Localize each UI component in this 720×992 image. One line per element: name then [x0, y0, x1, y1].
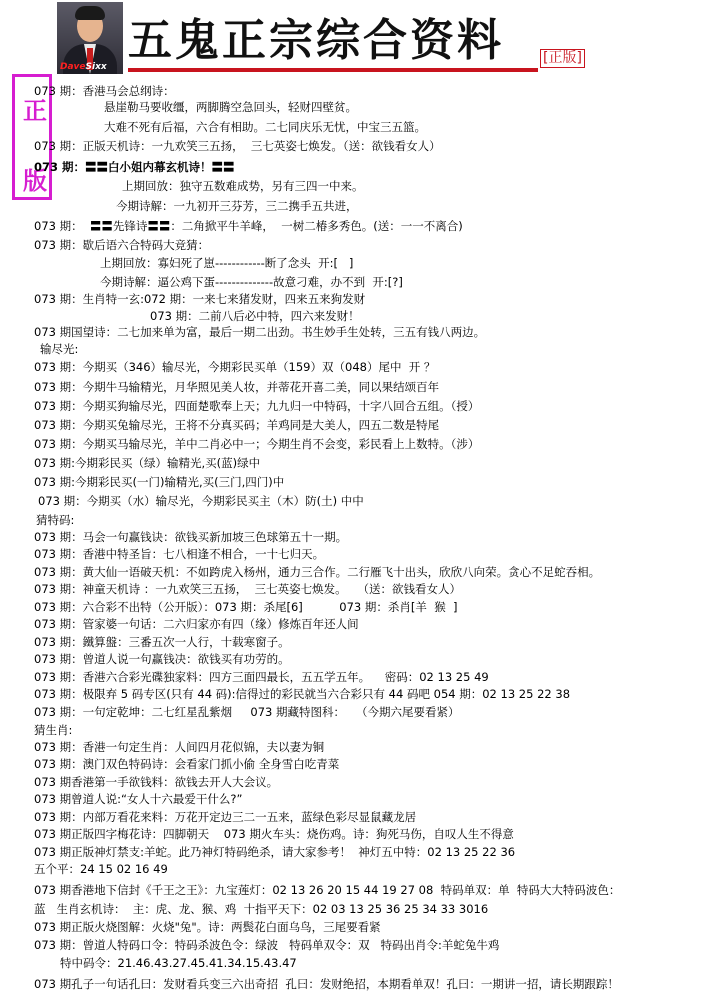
text-line: 073 期曾道人说:“女人十六最爱干什么?”: [34, 792, 243, 806]
stamp-char-2: 版: [23, 166, 47, 195]
text-line: 073 期：香港六合彩光碟独家料：四方三面四最长，五五学五年。 密码：02 13 25 49: [34, 670, 489, 684]
text-line: 上期回放：独守五数难成势，另有三四一中来。: [122, 179, 364, 193]
text-line: 073 期：今期买（346）输尽光，今期彩民买单（159）双（048）尾中 开 ？: [34, 360, 436, 374]
text-line: 073 期：香港马会总纲诗：: [34, 84, 175, 98]
text-line: 073 期：今期买（水）输尽光，今期彩民买主（木）防(土) 中中: [38, 494, 364, 508]
text-line: 073 期：香港中特圣旨：七八相逢不相合，一十七归天。: [34, 547, 325, 561]
text-line: 今期诗解：逼公鸡下蛋--------------故意刁难，办不到 开:[?]: [100, 275, 403, 289]
text-line: 073 期正版神灯禁支:羊蛇。此乃神灯特码绝杀，请大家参考！ 神灯五中特：02 13 25 22 36: [34, 845, 516, 859]
text-line: 073 期：内部万看花来料：万花开定边三二一五来，蓝绿色彩尽显鼠藏龙居: [34, 810, 417, 824]
text-line: 073 期：极限弃 5 码专区(只有 44 码):信得过的彩民就当六合彩只有 44 码吧 054 期：02 13 25 22 38: [34, 687, 571, 701]
text-line: 悬崖勒马要收缰，两脚腾空急回头，轻财四壁贫。: [104, 100, 357, 114]
text-line: 073 期：今期买马输尽光，羊中二肖必中一；今期生肖不会变，彩民看上上数特。（涉）: [34, 437, 480, 451]
text-line: 073 期孔子一句话孔曰：发财看兵变三六出奇招 孔曰：发财绝招，本期看单双！孔曰：一期讲一招，请长期跟踪！: [34, 977, 619, 991]
section-heading: 猜生肖:: [34, 723, 73, 737]
edition-badge: [正版]: [540, 49, 585, 68]
text-line: 073 期：黄大仙一语破天机：不如跨虎入杨州，通力三合作。二行雁飞十出头，欣欣八向荣。贪心不足蛇吞相。: [34, 565, 601, 579]
text-line: 073 期正版四字梅花诗：四脚朝天 073 期火车头：烧伤鸡。诗：狗死马伤，自叹人生不得意: [34, 827, 514, 841]
text-line: 073 期：澳门双色特码诗：会看家门抓小偷 全身雪白吃青菜: [34, 757, 340, 771]
site-logo: DaveSixx: [60, 62, 107, 72]
text-line: 073 期：正版天机诗：一九欢笑三五扬， 三七英姿七焕发。（送：欲钱看女人）: [34, 139, 441, 153]
text-line: 073 期香港第一手欲钱料：欲钱去开人大会议。: [34, 775, 279, 789]
text-line: 073 期：歇后语六合特码大竞猜：: [34, 238, 210, 252]
text-line: 073 期:今期彩民买（绿）输精光,买(蓝)绿中: [34, 456, 261, 470]
text-line: 073 期：神童天机诗 ：一九欢笑三五扬， 三七英姿七焕发。 （送：欲钱看女人）: [34, 582, 462, 596]
text-line: 蓝 生肖玄机诗： 主：虎、龙、猴、鸡 十指平天下：02 03 13 25 36 25 34 33 3016: [34, 902, 489, 916]
text-line: 073 期香港地下信封《千王之王》：九宝莲灯：02 13 26 20 15 44 19 27 08 特码单双：单 特码大大特码波色：: [34, 883, 621, 897]
text-line: 大难不死有后福，六合有相助。二七同庆乐无忧，中宝三五篮。: [104, 120, 426, 134]
title-underline: [128, 68, 538, 72]
section-heading: 猜特码:: [36, 513, 75, 527]
text-line: 073 期:今期彩民买(一门)输精光,买(三门,四门)中: [34, 475, 285, 489]
page-header: [0, 0, 720, 78]
text-line: 073 期：二前八后必中特，四六来发财！: [150, 309, 360, 323]
text-line: 今期诗解：一九初开三芬芳，三二携手五共进，: [116, 199, 358, 213]
text-line: 073 期：今期牛马输精光，月华照见美人妆，并蒂花开喜二美，同以果结颂百年: [34, 380, 440, 394]
text-line: 073 期：今期买兔输尽光，王将不分真买码；羊鸡同是大美人，四五二数是特尾: [34, 418, 440, 432]
text-line: 073 期： 〓〓先锋诗〓〓：二角掀平牛羊峰， 一树二椿多秀色。(送：一一不离合): [34, 219, 463, 233]
text-line: 特中码令：21.46.43.27.45.41.34.15.43.47: [60, 956, 297, 970]
text-line: 073 期：鐵算盤：三番五次一人行，十载寒窗子。: [34, 635, 290, 649]
text-line: 073 期：一句定乾坤：二七红星乱紫烟 073 期藏特图科： （今期六尾要看紧）: [34, 705, 460, 719]
text-line: 073 期：管家婆一句话：二六归家亦有四（缘）修炼百年还人间: [34, 617, 359, 631]
page-title: 五鬼正宗综合资料: [128, 15, 504, 66]
text-line: 073 期：今期买狗输尽光，四面楚歌奉上天；九九归一中特码，十字八回合五组。（授）: [34, 399, 480, 413]
text-line: 073 期国望诗：二七加来单为富，最后一期二出劲。书生妙手生处转，三五有钱八两边。: [34, 325, 486, 339]
text-line: 五个平：24 15 02 16 49: [34, 862, 168, 876]
text-line: 上期回放：寡妇死了崽------------断了念头 开:[ ]: [100, 256, 354, 270]
text-line: 073 期正版火烧图解：火烧"兔"。诗：两鬓花白面乌鸟，三尾要看紧: [34, 920, 381, 934]
text-line: 073 期：曾道人说一句赢钱决：欲钱买有功劳的。: [34, 652, 290, 666]
text-line: 073 期：曾道人特码口令：特码杀波色令：绿波 特码单双令：双 特码出肖令:羊蛇兔牛鸡: [34, 938, 500, 952]
section-heading: 输尽光:: [40, 342, 79, 356]
stamp-char-1: 正: [23, 96, 47, 125]
text-line: 073 期：〓〓白小姐内幕玄机诗！〓〓: [34, 160, 235, 174]
text-line: 073 期：六合彩不出特（公开版）：073 期：杀尾[6] 073 期：杀肖[羊 猴 ]: [34, 600, 458, 614]
text-line: 073 期：香港一句定生肖：人间四月花似锦，夫以妻为铜: [34, 740, 325, 754]
text-line: 073 期：马会一句赢钱诀：欲钱买新加坡三色球第五十一期。: [34, 530, 348, 544]
text-line: 073 期：生肖特一玄:072 期：一来七来猪发财，四来五来狗发财: [34, 292, 366, 306]
